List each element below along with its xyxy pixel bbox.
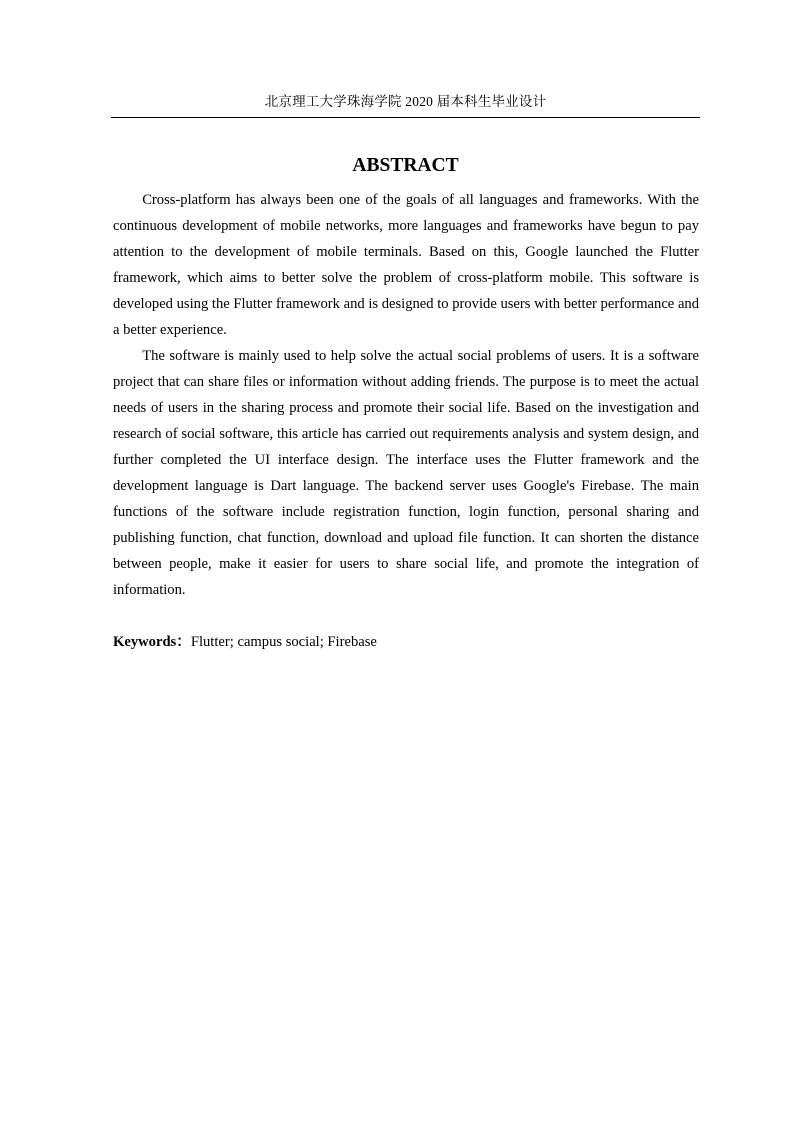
abstract-title: ABSTRACT: [352, 155, 459, 176]
keywords-line: [113, 629, 699, 655]
header-rule: [111, 117, 700, 118]
running-header: 北京理工大学珠海学院 2020 届本科生毕业设计: [264, 94, 547, 109]
abstract-paragraph-1: Cross-platform has always been one of the goals of all languages and frameworks. With the continuous development of mobile networks, more languages and frameworks have begun to pay attention to the development of mobile terminals. Based on this, Google launched the Flutter framework, which aims to better solve the problem of cross-platform mobile. This software is developed using the Flutter framework and is designed to provide users with better performance and a better experience.: [113, 192, 700, 338]
keywords-value: Flutter; campus social; Firebase: [190, 634, 377, 650]
keywords-label: Keywords：: [113, 634, 191, 650]
abstract-body: [113, 187, 699, 603]
abstract-paragraph-2: The software is mainly used to help solve the actual social problems of users. It is a software project that can share files or information without adding friends. The purpose is to meet the actual needs of users in the sharing process and promote their social life. Based on the investigation and research of social software, this article has carried out requirements analysis and system design, and further completed the UI interface design. The interface uses the Flutter framework and the development language is Dart language. The backend server uses Google's Firebase. The main functions of the software include registration function, login function, personal sharing and publishing function, chat function, download and upload file function. It can shorten the distance between people, make it easier for users to share social life, and promote the integration of information.: [113, 348, 699, 598]
